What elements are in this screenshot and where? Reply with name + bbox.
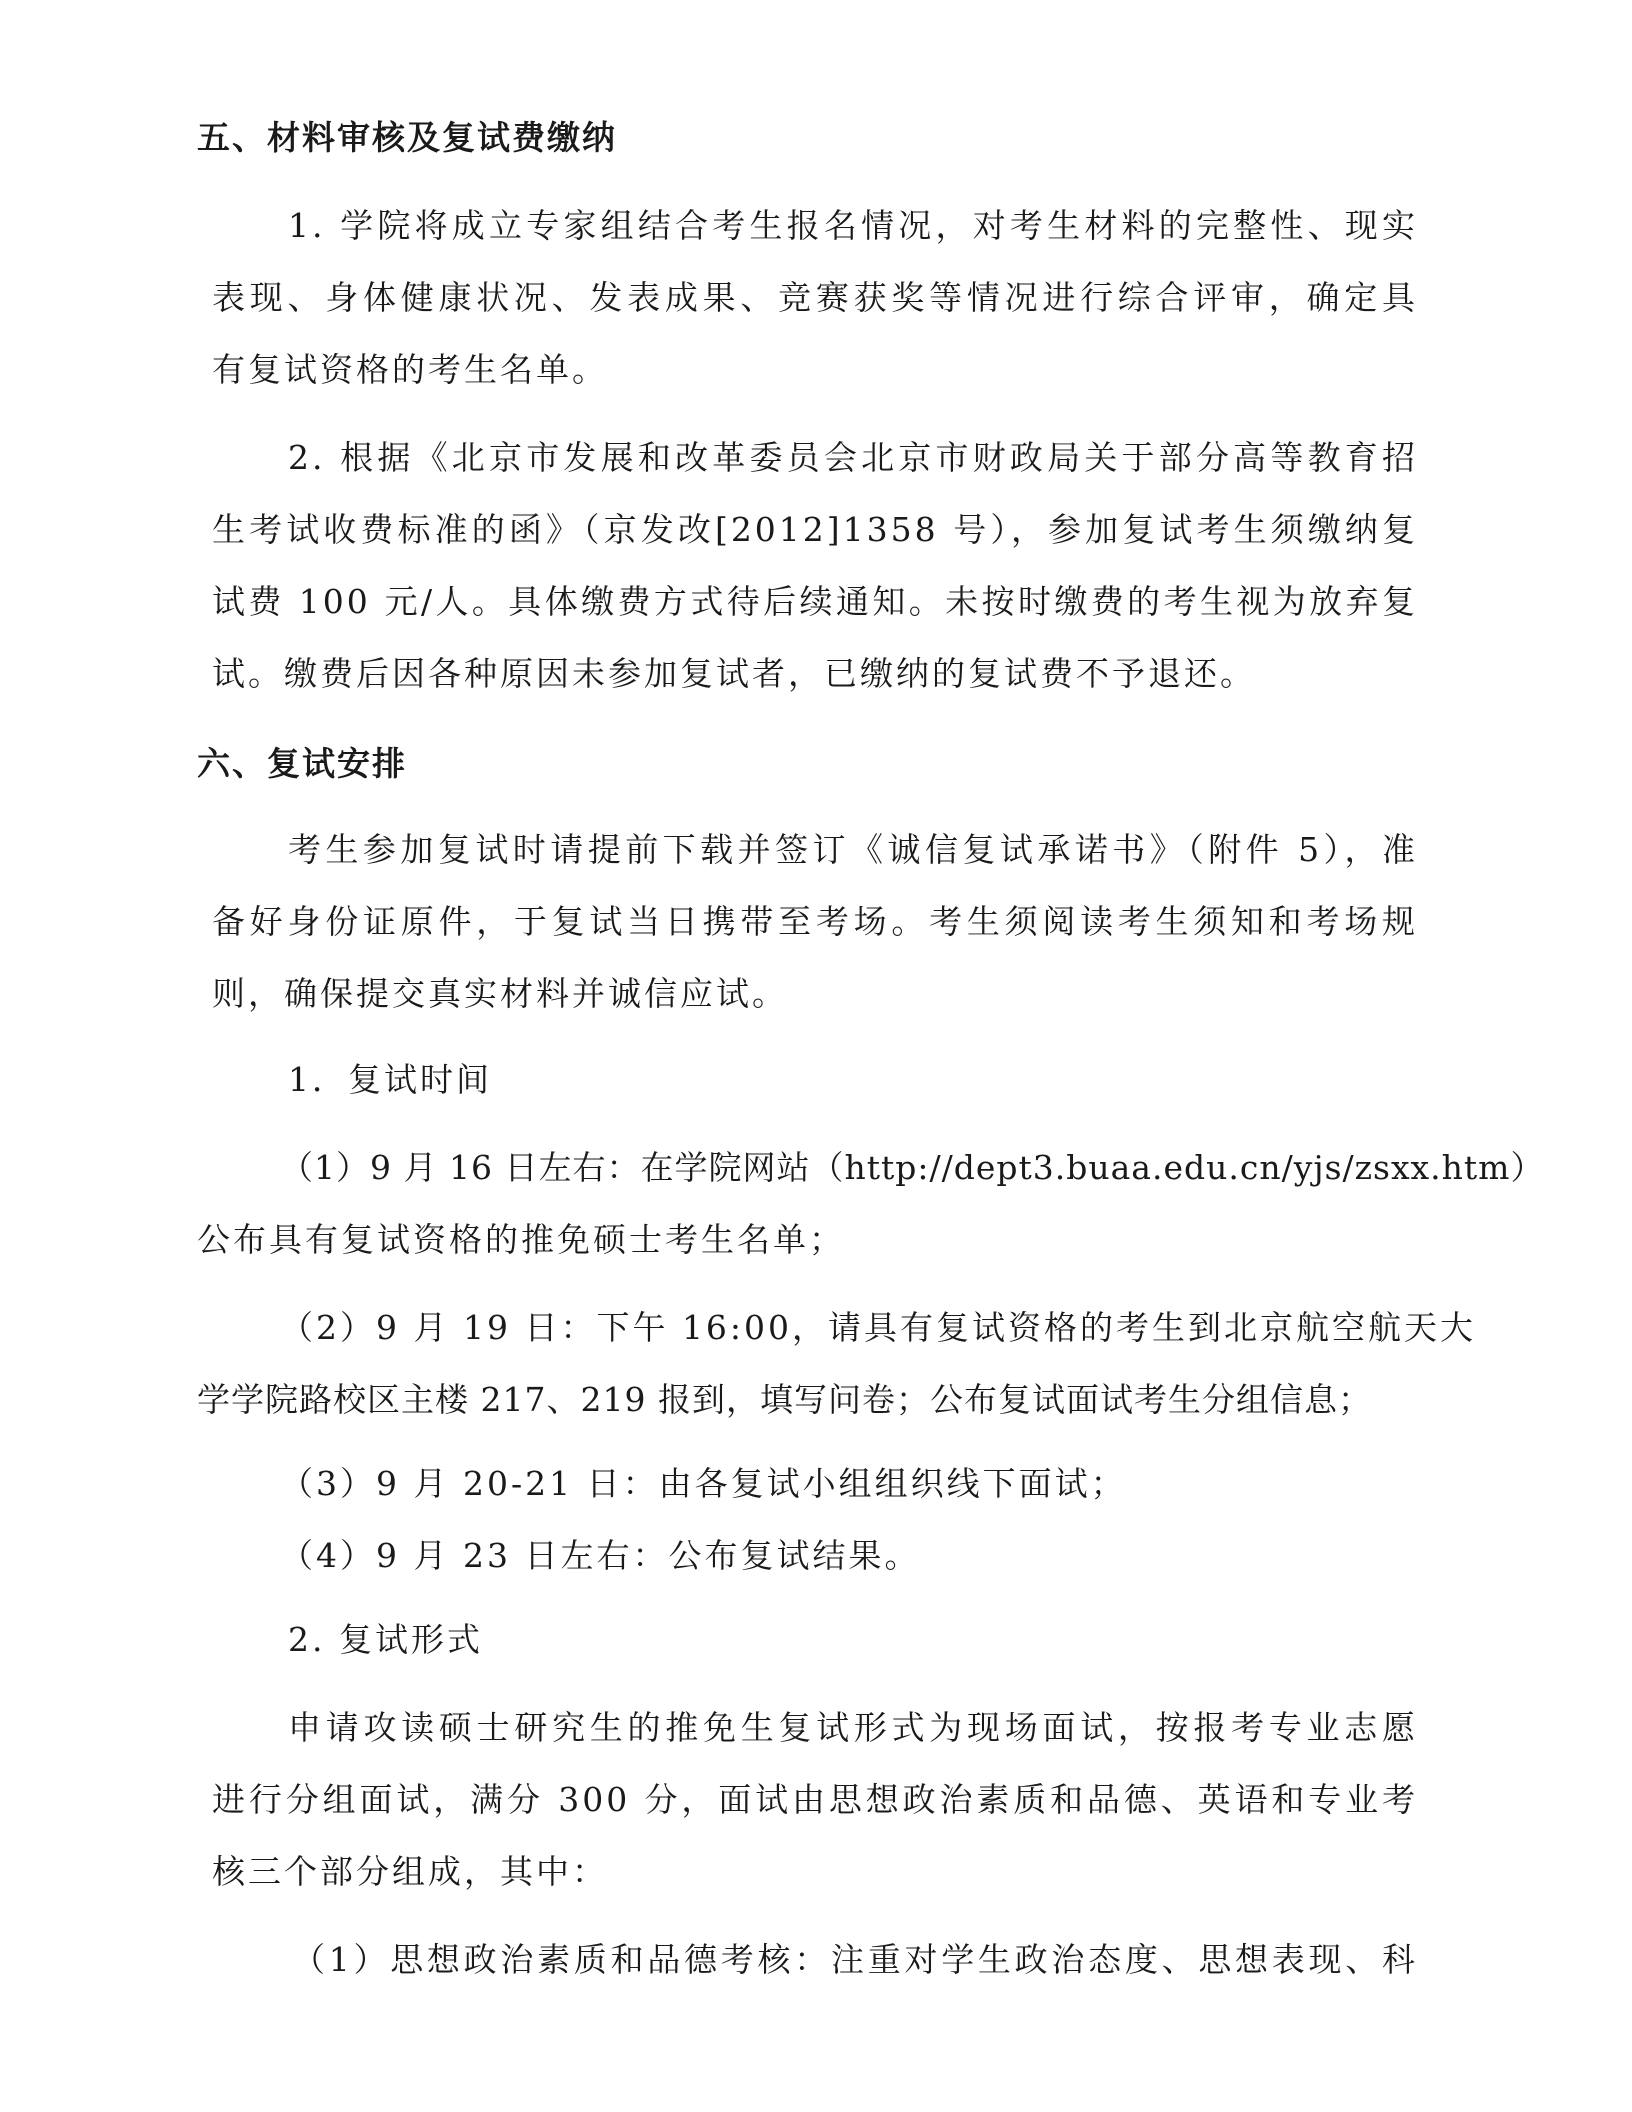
schedule-item: 公布具有复试资格的推免硕士考生名单；: [197, 1220, 845, 1259]
paragraph-line: 进行分组面试，满分 300 分，面试由思想政治素质和品德、英语和专业考: [212, 1780, 1418, 1819]
paragraph-line: 生考试收费标准的函》（京发改[2012]1358 号），参加复试考生须缴纳复: [212, 510, 1418, 549]
paragraph-line: 备好身份证原件，于复试当日携带至考场。考生须阅读考生须知和考场规: [212, 902, 1418, 941]
paragraph-line: 申请攻读硕士研究生的推免生复试形式为现场面试，按报考专业志愿: [288, 1708, 1418, 1747]
paragraph-line: 1. 学院将成立专家组结合考生报名情况，对考生材料的完整性、现实: [288, 206, 1418, 245]
paragraph-line: 有复试资格的考生名单。: [212, 350, 608, 389]
schedule-item: （4）9 月 23 日左右：公布复试结果。: [280, 1536, 921, 1575]
subheading-retest-time: 1．复试时间: [288, 1060, 492, 1099]
paragraph-line: 试费 100 元/人。具体缴费方式待后续通知。未按时缴费的考生视为放弃复: [212, 582, 1418, 621]
schedule-item: （3）9 月 20-21 日：由各复试小组组织线下面试；: [280, 1464, 1127, 1503]
subheading-retest-form: 2. 复试形式: [288, 1620, 483, 1659]
paragraph-line: 考生参加复试时请提前下载并签订《诚信复试承诺书》（附件 5），准: [288, 830, 1418, 869]
paragraph-line: 试。缴费后因各种原因未参加复试者，已缴纳的复试费不予退还。: [212, 654, 1256, 693]
paragraph-line: 2. 根据《北京市发展和改革委员会北京市财政局关于部分高等教育招: [288, 438, 1418, 477]
assessment-item: （1）思想政治素质和品德考核：注重对学生政治态度、思想表现、科: [292, 1940, 1418, 1979]
schedule-item: 学学院路校区主楼 217、219 报到，填写问卷；公布复试面试考生分组信息；: [197, 1380, 1372, 1419]
section-heading-retest-arrangement: 六、复试安排: [197, 744, 407, 783]
paragraph-line: 核三个部分组成，其中：: [212, 1852, 608, 1891]
schedule-item: （2）9 月 19 日：下午 16:00，请具有复试资格的考生到北京航空航天大: [280, 1308, 1477, 1347]
paragraph-line: 表现、身体健康状况、发表成果、竞赛获奖等情况进行综合评审，确定具: [212, 278, 1418, 317]
paragraph-line: 则，确保提交真实材料并诚信应试。: [212, 974, 788, 1013]
section-heading-materials-review: 五、材料审核及复试费缴纳: [197, 118, 617, 157]
schedule-item: （1）9 月 16 日左右：在学院网站（http://dept3.buaa.edu.cn/yjs/zsxx.htm）: [280, 1148, 1545, 1187]
